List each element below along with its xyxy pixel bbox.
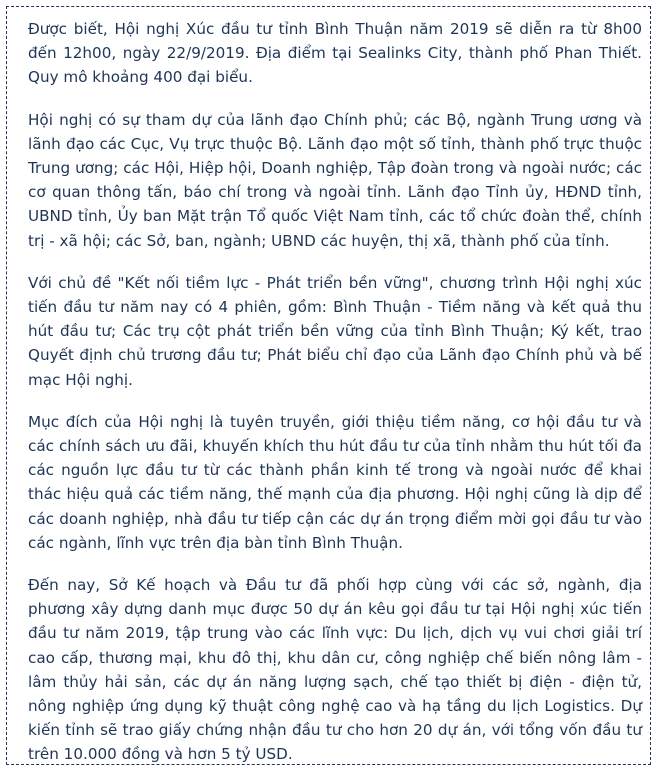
article-box [6,6,651,765]
paragraph-attendees: Hội nghị có sự tham dự của lãnh đạo Chính phủ; các Bộ, ngành Trung ương và lãnh đạo các Cục, Vụ trực thuộc Bộ. Lãnh đạo một số tỉnh, thành phố trực thuộc Trung ương; các Hội, Hiệp hội, Doanh nghiệp, Tập đoàn trong và ngoài nước; các cơ quan thông tấn, báo chí trong và ngoài tỉnh. Lãnh đạo Tỉnh ủy, HĐND tỉnh, UBND tỉnh, Ủy ban Mặt trận Tổ quốc Việt Nam tỉnh, các tổ chức đoàn thể, chính trị - xã hội; các Sở, ban, ngành; UBND các huyện, thị xã, thành phố của tỉnh. [28,110,642,250]
paragraph-purpose: Mục đích của Hội nghị là tuyên truyền, giới thiệu tiềm năng, cơ hội đầu tư và các chính sách ưu đãi, khuyến khích thu hút đầu tư của tỉnh nhằm thu hút tối đa các nguồn lực đầu tư từ các thành phần kinh tế trong và ngoài nước để khai thác hiệu quả các tiềm năng, thế mạnh của địa phương. Hội nghị cũng là dịp để các doanh nghiệp, nhà đầu tư tiếp cận các dự án trọng điểm mời gọi đầu tư vào các ngành, lĩnh vực trên địa bàn tỉnh Bình Thuận. [28,412,642,552]
paragraph-event-info: Được biết, Hội nghị Xúc đầu tư tỉnh Bình Thuận năm 2019 sẽ diễn ra từ 8h00 đến 12h00, ngày 22/9/2019. Địa điểm tại Sealinks City, thành phố Phan Thiết. Quy mô khoảng 400 đại biểu. [28,20,642,87]
paragraph-projects: Đến nay, Sở Kế hoạch và Đầu tư đã phối hợp cùng với các sở, ngành, địa phương xây dựng danh mục được 50 dự án kêu gọi đầu tư tại Hội nghị xúc tiến đầu tư năm 2019, tập trung vào các lĩnh vực: Du lịch, dịch vụ vui chơi giải trí cao cấp, thương mại, khu đô thị, khu dân cư, công nghiệp chế biến nông lâm - lâm thủy hải sản, các dự án năng lượng sạch, chế tạo thiết bị điện - điện tử, nông nghiệp ứng dụng kỹ thuật công nghệ cao và hạ tầng du lịch Logistics. Dự kiến tỉnh sẽ trao giấy chứng nhận đầu tư cho hơn 20 dự án, với tổng vốn đầu tư trên 10.000 đồng và hơn 5 tỷ USD. [28,576,642,764]
paragraph-program: Với chủ đề "Kết nối tiềm lực - Phát triển bền vững", chương trình Hội nghị xúc tiến đầu tư năm nay có 4 phiên, gồm: Bình Thuận - Tiềm năng và kết quả thu hút đầu tư; Các trụ cột phát triển bền vững của tỉnh Bình Thuận; Ký kết, trao Quyết định chủ trương đầu tư; Phát biểu chỉ đạo của Lãnh đạo Chính phủ và bế mạc Hội nghị. [28,273,642,389]
